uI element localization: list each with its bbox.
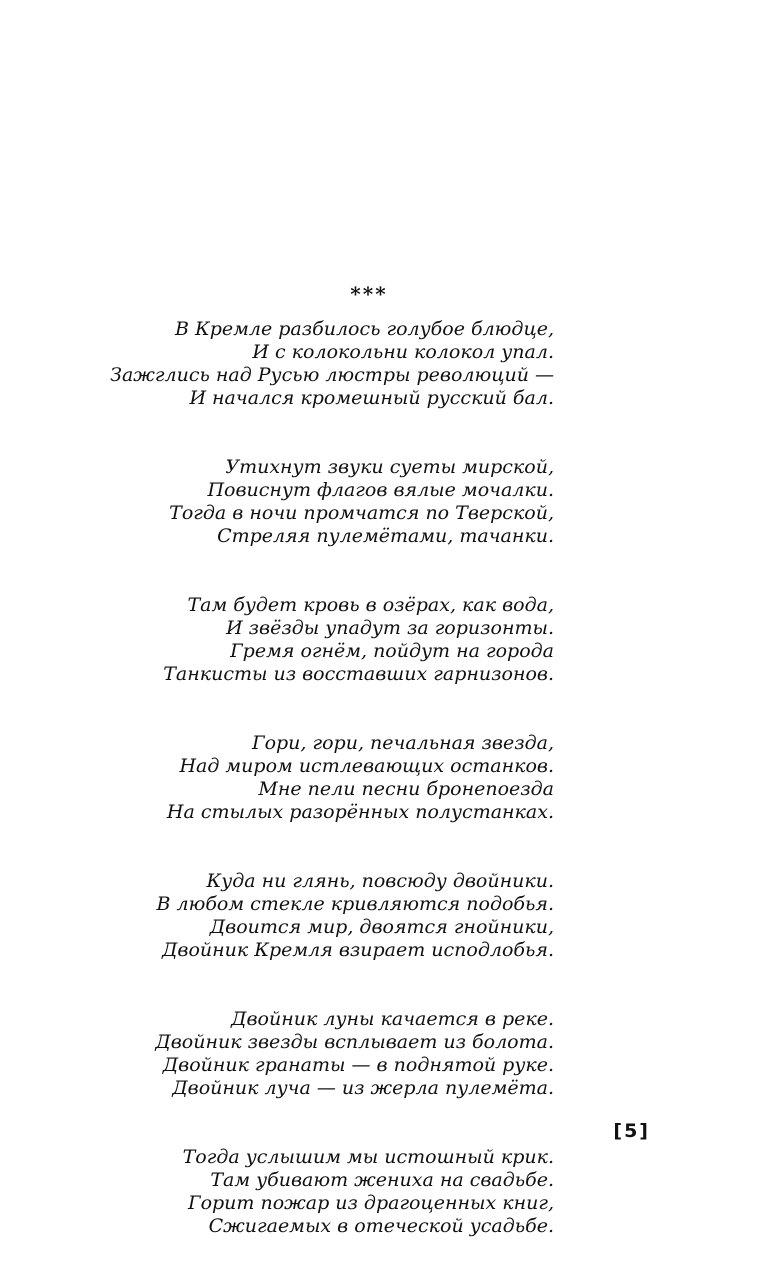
poem-line: Гори, гори, печальная звезда, [252, 732, 554, 754]
poem-line: Танкисты из восставших гарнизонов. [163, 663, 554, 685]
poem-line: И с колокольни колокол упал. [252, 341, 554, 363]
poem-line: Повиснут флагов вялые мочалки. [207, 479, 554, 501]
poem-line: Зажглись над Русью люстры революций — [110, 364, 554, 386]
stanza [34, 594, 554, 686]
section-separator: *** [350, 282, 388, 306]
poem-line: Куда ни глянь, повсюду двойники. [206, 870, 554, 892]
stanza [34, 870, 554, 962]
poem-line: Мне пели песни бронепоезда [258, 778, 554, 800]
poem-line: Двоится мир, двоятся гнойники, [209, 916, 554, 938]
poem-line: Двойник луча — из жерла пулемёта. [172, 1077, 554, 1099]
poem-line: На стылых разорённых полустанках. [166, 801, 554, 823]
stanza [34, 732, 554, 824]
poem-line: Тогда в ночи промчатся по Тверской, [169, 502, 554, 524]
stanza [34, 456, 554, 548]
poem-line: Стреляя пулемётами, тачанки. [217, 525, 554, 547]
page-number: [5] [613, 1120, 650, 1142]
poem-line: И начался кромешный русский бал. [189, 387, 554, 409]
stanza [34, 1008, 554, 1100]
poem-line: Тогда услышим мы истошный крик. [182, 1146, 554, 1168]
stanza [34, 1146, 554, 1238]
poem-line: Двойник Кремля взирает исподлобья. [161, 939, 554, 961]
stanza [34, 318, 554, 410]
poem-line: Там будет кровь в озёрах, как вода, [187, 594, 554, 616]
poem-line: Горит пожар из драгоценных книг, [188, 1192, 554, 1214]
poem-line: Утихнут звуки суеты мирской, [225, 456, 554, 478]
poem-line: Двойник звезды всплывает из болота. [155, 1031, 554, 1053]
poem-line: В Кремле разбилось голубое блюдце, [175, 318, 554, 340]
poem-line: И звёзды упадут за горизонты. [226, 617, 554, 639]
poem-line: Гремя огнём, пойдут на города [230, 640, 554, 662]
poem-line: Двойник гранаты — в поднятой руке. [162, 1054, 554, 1076]
poem-line: Над миром истлевающих останков. [179, 755, 554, 777]
poem-line: Там убивают жениха на свадьбе. [210, 1169, 554, 1191]
poem-line: Двойник луны качается в реке. [231, 1008, 554, 1030]
poem [34, 318, 554, 1284]
poem-line: В любом стекле кривляются подобья. [156, 893, 554, 915]
poem-line: Сжигаемых в отеческой усадьбе. [208, 1215, 554, 1237]
